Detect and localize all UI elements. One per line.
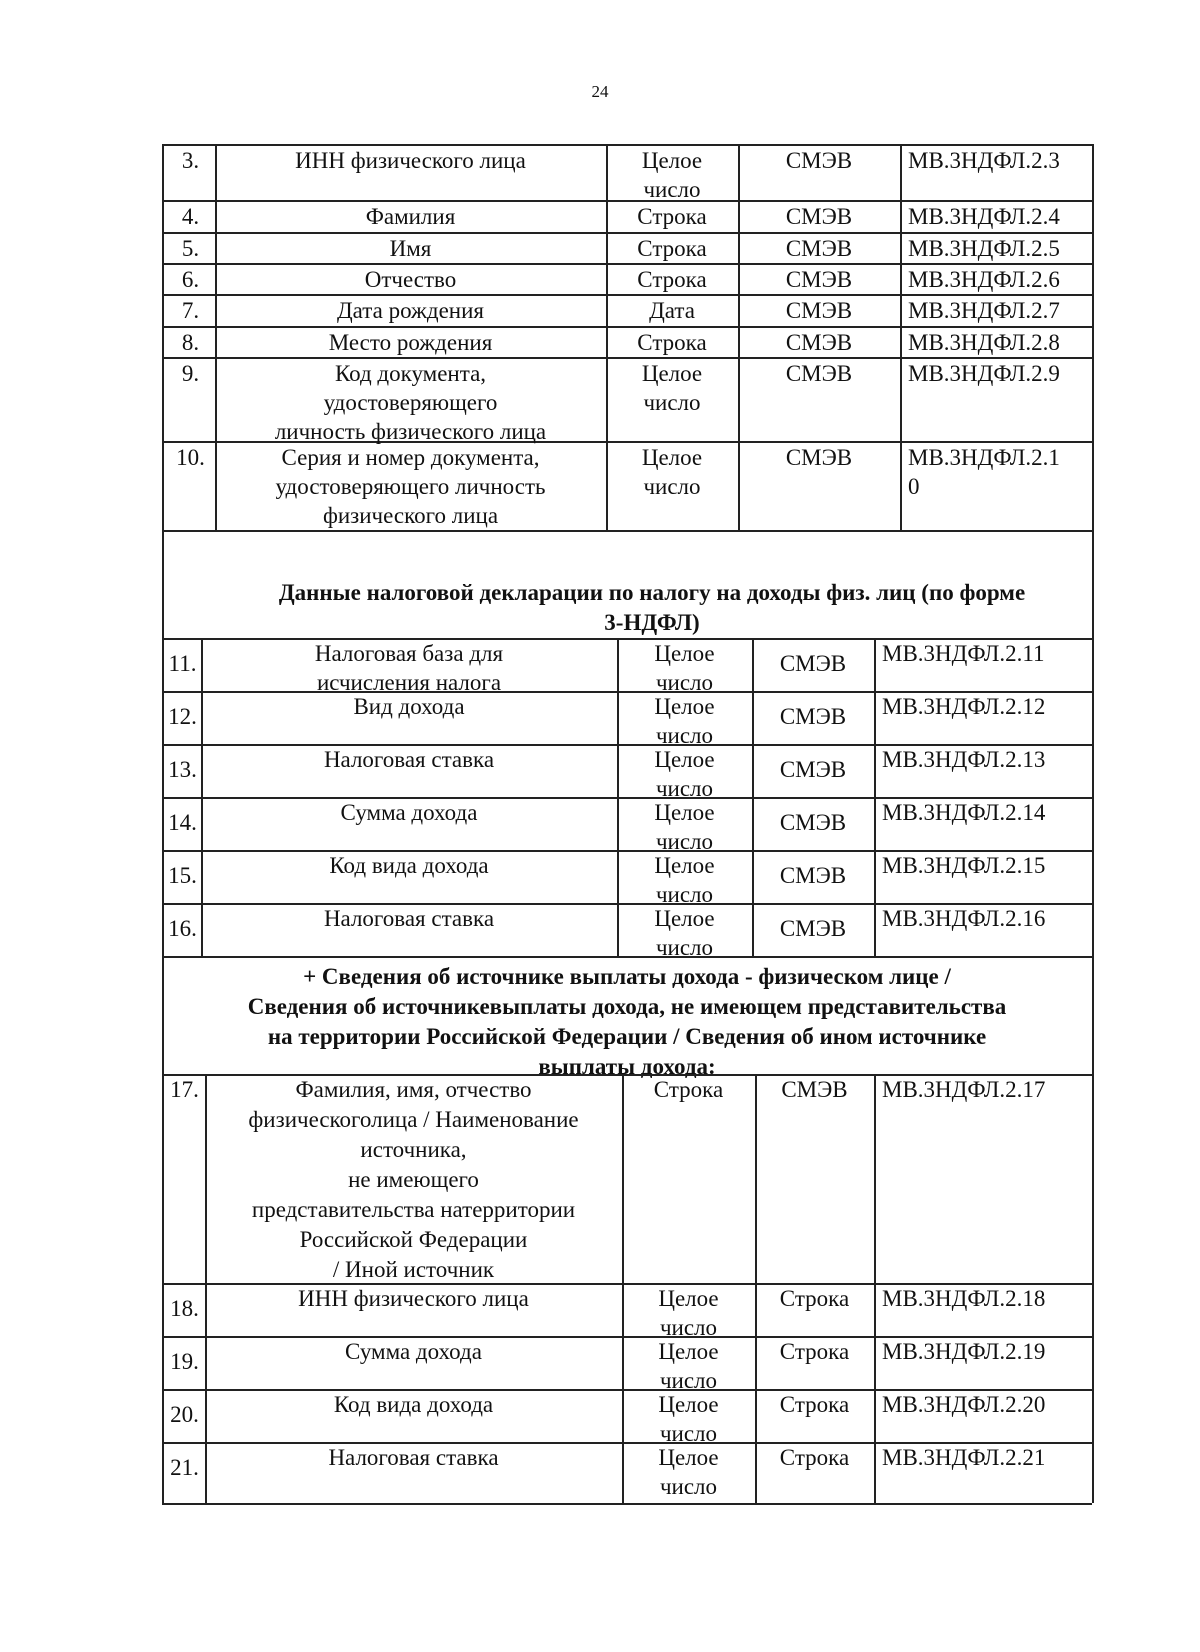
column-rule	[755, 1442, 757, 1503]
column-rule	[752, 850, 754, 903]
field-type: Целое число	[641, 361, 703, 415]
column-rule	[606, 357, 608, 441]
column-rule	[738, 232, 740, 263]
field-name: Место рождения	[328, 330, 493, 355]
field-source: Строка	[779, 1392, 850, 1417]
column-rule	[215, 441, 217, 530]
column-rule	[617, 638, 619, 691]
field-code: МВ.3НДФЛ.2.4	[908, 204, 1060, 229]
column-rule	[622, 1074, 624, 1283]
column-rule	[900, 326, 902, 357]
column-rule	[755, 1336, 757, 1389]
field-type: Целое число	[658, 1392, 719, 1446]
column-rule	[755, 1074, 757, 1283]
row-number: 5.	[181, 236, 200, 261]
field-type: Строка	[653, 1077, 724, 1102]
column-rule	[874, 638, 876, 691]
field-name: Налоговая ставка	[323, 747, 495, 772]
column-rule	[738, 441, 740, 530]
column-rule	[617, 797, 619, 850]
field-type: Дата	[649, 298, 695, 323]
field-name: Отчество	[364, 267, 457, 292]
field-name: Сумма дохода	[340, 800, 478, 825]
column-rule	[900, 441, 902, 530]
field-code: МВ.3НДФЛ.2.19	[882, 1339, 1046, 1364]
field-type: Строка	[637, 236, 707, 261]
column-rule	[874, 903, 876, 956]
column-rule	[205, 1283, 207, 1336]
row-number: 9.	[181, 361, 200, 386]
column-rule	[205, 1336, 207, 1389]
field-name: Сумма дохода	[345, 1339, 482, 1364]
column-rule	[900, 263, 902, 294]
column-rule	[874, 1283, 876, 1336]
column-rule	[874, 1442, 876, 1503]
column-rule	[900, 232, 902, 263]
column-rule	[617, 850, 619, 903]
field-code: МВ.3НДФЛ.2.20	[882, 1392, 1046, 1417]
field-type: Целое число	[658, 1286, 719, 1340]
field-source: СМЭВ	[785, 298, 853, 323]
field-source: СМЭВ	[779, 704, 847, 729]
row-number: 4.	[181, 204, 200, 229]
column-rule	[606, 441, 608, 530]
column-rule	[201, 744, 203, 797]
column-rule	[215, 326, 217, 357]
row-number: 15.	[168, 863, 197, 888]
field-source: СМЭВ	[785, 204, 853, 229]
column-rule	[752, 903, 754, 956]
field-name: Вид дохода	[353, 694, 465, 719]
field-name: Фамилия, имя, отчество физическоголица / Наименование источника, не имеющего представительства натерритории Российской Федерации / Иной источник	[248, 1077, 579, 1282]
section-header-income-source: + Сведения об источнике выплаты дохода - физическом лице / Сведения об источникевыплаты дохода, не имеющем представительства на территории Российской Федерации / Сведения об ином источнике выплаты дохода:	[247, 964, 1007, 1079]
row-number: 19.	[170, 1349, 199, 1374]
field-type: Целое число	[654, 641, 715, 695]
column-rule	[738, 263, 740, 294]
field-code: МВ.3НДФЛ.2.11	[882, 641, 1045, 666]
field-type: Целое число	[654, 694, 715, 748]
column-rule	[205, 1442, 207, 1503]
row-number: 3.	[181, 148, 200, 173]
row-number: 12.	[168, 704, 197, 729]
field-source: Строка	[779, 1286, 850, 1311]
field-name: Серия и номер документа, удостоверяющего личность физического лица	[275, 445, 546, 528]
field-type: Целое число	[654, 853, 715, 907]
column-rule	[201, 691, 203, 744]
field-source: СМЭВ	[779, 651, 847, 676]
column-rule	[201, 797, 203, 850]
field-type: Целое число	[658, 1339, 719, 1393]
column-rule	[606, 200, 608, 232]
field-type: Целое число	[654, 747, 715, 801]
field-source: СМЭВ	[785, 361, 853, 386]
row-number: 11.	[168, 651, 197, 676]
field-source: СМЭВ	[779, 810, 847, 835]
row-number: 6.	[181, 267, 200, 292]
field-name: Код вида дохода	[333, 1392, 494, 1417]
field-type: Целое число	[654, 906, 715, 960]
field-code: МВ.3НДФЛ.2.12	[882, 694, 1046, 719]
column-rule	[201, 850, 203, 903]
field-source: Строка	[779, 1445, 850, 1470]
field-code: МВ.3НДФЛ.2.15	[882, 853, 1046, 878]
field-code: МВ.3НДФЛ.2.8	[908, 330, 1060, 355]
column-rule	[215, 144, 217, 200]
field-type: Целое число	[641, 445, 703, 499]
column-rule	[622, 1442, 624, 1503]
field-name: ИНН физического лица	[295, 148, 526, 173]
column-rule	[752, 691, 754, 744]
column-rule	[752, 744, 754, 797]
column-rule	[900, 200, 902, 232]
field-code: МВ.3НДФЛ.2.18	[882, 1286, 1046, 1311]
column-rule	[900, 144, 902, 200]
column-rule	[215, 357, 217, 441]
field-source: СМЭВ	[779, 863, 847, 888]
field-type: Строка	[637, 204, 707, 229]
row-number: 13.	[168, 757, 197, 782]
field-code: МВ.3НДФЛ.2.3	[908, 148, 1060, 173]
column-rule	[874, 691, 876, 744]
column-rule	[215, 200, 217, 232]
column-rule	[874, 1074, 876, 1283]
page-number: 24	[591, 82, 609, 101]
row-number: 21.	[170, 1455, 199, 1480]
column-rule	[738, 326, 740, 357]
field-name: Код документа, удостоверяющего личность физического лица	[274, 361, 547, 444]
field-source: СМЭВ	[785, 236, 853, 261]
field-name: Налоговая база для исчисления налога	[314, 641, 504, 695]
field-source: СМЭВ	[785, 445, 853, 470]
row-number: 17.	[170, 1077, 199, 1102]
column-rule	[617, 691, 619, 744]
column-rule	[738, 357, 740, 441]
column-rule	[874, 744, 876, 797]
field-code: МВ.3НДФЛ.2.17	[882, 1077, 1046, 1102]
field-code: МВ.3НДФЛ.2.6	[908, 267, 1060, 292]
field-source: СМЭВ	[785, 330, 853, 355]
field-code: МВ.3НДФЛ.2.5	[908, 236, 1060, 261]
field-name: Налоговая ставка	[323, 906, 495, 931]
field-code: МВ.3НДФЛ.2.9	[908, 361, 1060, 386]
field-name: Имя	[389, 236, 432, 261]
column-rule	[874, 1389, 876, 1442]
column-rule	[738, 200, 740, 232]
field-name: ИНН физического лица	[298, 1286, 529, 1311]
column-rule	[752, 638, 754, 691]
section-header-3ndfl: Данные налоговой декларации по налогу на доходы физ. лиц (по форме 3-НДФЛ)	[278, 580, 1026, 635]
row-number: 18.	[170, 1296, 199, 1321]
column-rule	[622, 1336, 624, 1389]
column-rule	[215, 232, 217, 263]
column-rule	[606, 144, 608, 200]
column-rule	[606, 263, 608, 294]
column-rule	[738, 294, 740, 326]
row-number: 20.	[170, 1402, 199, 1427]
row-number: 8.	[181, 330, 200, 355]
column-rule	[874, 797, 876, 850]
column-rule	[205, 1389, 207, 1442]
column-rule	[606, 294, 608, 326]
field-code: МВ.3НДФЛ.2.16	[882, 906, 1046, 931]
field-source: СМЭВ	[779, 757, 847, 782]
column-rule	[755, 1389, 757, 1442]
field-type: Строка	[637, 267, 707, 292]
field-code: МВ.3НДФЛ.2.14	[882, 800, 1046, 825]
field-code: МВ.3НДФЛ.2.13	[882, 747, 1046, 772]
field-source: Строка	[779, 1339, 850, 1364]
row-number: 7.	[181, 298, 200, 323]
row-number: 10.	[176, 445, 205, 470]
field-source: СМЭВ	[785, 148, 853, 173]
field-code: МВ.3НДФЛ.2.1 0	[908, 445, 1060, 499]
column-rule	[755, 1283, 757, 1336]
field-type: Целое число	[654, 800, 715, 854]
column-rule	[622, 1283, 624, 1336]
column-rule	[205, 1074, 207, 1283]
field-code: МВ.3НДФЛ.2.7	[908, 298, 1060, 323]
table-rule	[162, 1503, 1092, 1505]
column-rule	[752, 797, 754, 850]
column-rule	[201, 903, 203, 956]
field-type: Целое число	[658, 1445, 719, 1499]
field-source: СМЭВ	[779, 916, 847, 941]
field-source: СМЭВ	[781, 1077, 848, 1102]
field-name: Налоговая ставка	[328, 1445, 499, 1470]
table-rule	[162, 530, 1092, 532]
column-rule	[617, 744, 619, 797]
column-rule	[874, 1336, 876, 1389]
column-rule	[215, 263, 217, 294]
column-rule	[900, 294, 902, 326]
column-rule	[874, 850, 876, 903]
field-type: Строка	[637, 330, 707, 355]
column-rule	[606, 326, 608, 357]
column-rule	[738, 144, 740, 200]
row-number: 16.	[168, 916, 197, 941]
field-source: СМЭВ	[785, 267, 853, 292]
column-rule	[617, 903, 619, 956]
field-name: Код вида дохода	[329, 853, 489, 878]
field-code: МВ.3НДФЛ.2.21	[882, 1445, 1046, 1470]
column-rule	[622, 1389, 624, 1442]
field-type: Целое число	[641, 148, 703, 202]
field-name: Дата рождения	[336, 298, 485, 323]
column-rule	[606, 232, 608, 263]
column-rule	[201, 638, 203, 691]
column-rule	[215, 294, 217, 326]
row-number: 14.	[168, 810, 197, 835]
column-rule	[900, 357, 902, 441]
field-name: Фамилия	[365, 204, 456, 229]
